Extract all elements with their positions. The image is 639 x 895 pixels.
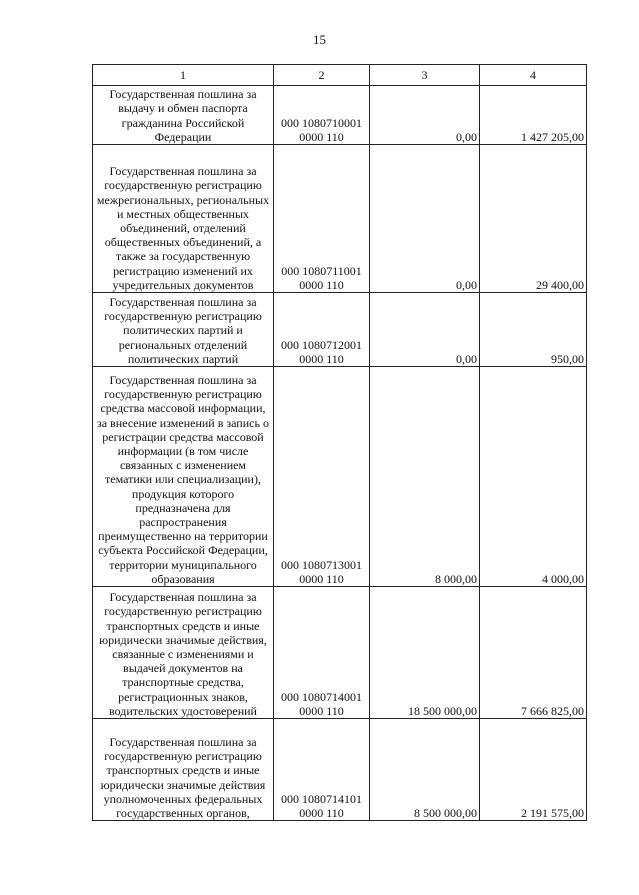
column-header-3: 3: [370, 65, 480, 86]
row-code-line2: 0000 110: [299, 703, 344, 718]
row-description: Государственная пошлина за государственную регистрацию межрегиональных, региональных и местных общественных объединений, отделений общественных объединений, а также за государственную регистрацию изменений их учредительных документов: [93, 145, 274, 293]
row-value-col3: 8 500 000,00: [370, 719, 480, 821]
row-code: [274, 719, 370, 821]
row-code-line1: 000 1080710001: [281, 115, 362, 130]
table-row: [93, 145, 587, 293]
row-code: [274, 367, 370, 587]
column-header-2: 2: [274, 65, 370, 86]
row-description: Государственная пошлина за государственную регистрацию средства массовой информации, за внесение изменений в запись о регистрации средства массовой информации (в том числе связанных с изменением тематики или специализации), продукция которого предназначена для распространения преимущественно на территории субъекта Российской Федерации, территории муниципального образования: [93, 367, 274, 587]
column-header-4: 4: [480, 65, 587, 86]
row-value-col4: 2 191 575,00: [480, 719, 587, 821]
page-number: 15: [313, 32, 326, 47]
row-code-line1: 000 1080713001: [281, 557, 362, 572]
row-code: [274, 293, 370, 367]
table-row: [93, 367, 587, 587]
row-value-col4: 4 000,00: [480, 367, 587, 587]
row-value-col3: 0,00: [370, 86, 480, 145]
row-code-line1: 000 1080712001: [281, 337, 362, 352]
table-row: [93, 86, 587, 145]
table-row: [93, 293, 587, 367]
row-value-col4: 7 666 825,00: [480, 587, 587, 719]
table-row: [93, 719, 587, 821]
row-value-col4: 29 400,00: [480, 145, 587, 293]
row-value-col4: 1 427 205,00: [480, 86, 587, 145]
row-value-col3: 0,00: [370, 145, 480, 293]
row-description: Государственная пошлина за государственную регистрацию транспортных средств и иные юридически значимые действия уполномоченных федеральных государственных органов,: [93, 719, 274, 821]
row-code-line2: 0000 110: [299, 351, 344, 366]
row-description: Государственная пошлина за государственную регистрацию транспортных средств и иные юридически значимые действия, связанные с изменениями и выдачей документов на транспортные средства, регистрационных знаков, водительских удостоверений: [93, 587, 274, 719]
row-code: [274, 587, 370, 719]
row-code-line2: 0000 110: [299, 571, 344, 586]
row-value-col4: 950,00: [480, 293, 587, 367]
row-code-line2: 0000 110: [299, 129, 344, 144]
row-value-col3: 8 000,00: [370, 367, 480, 587]
budget-table: [92, 64, 587, 821]
row-code: [274, 86, 370, 145]
row-value-col3: 18 500 000,00: [370, 587, 480, 719]
header-row: [93, 65, 587, 86]
row-description: Государственная пошлина за выдачу и обмен паспорта гражданина Российской Федерации: [93, 86, 274, 145]
row-description: Государственная пошлина за государственную регистрацию политических партий и региональных отделений политических партий: [93, 293, 274, 367]
row-code: [274, 145, 370, 293]
row-code-line1: 000 1080714101: [281, 791, 362, 806]
row-code-line1: 000 1080711001: [281, 263, 362, 278]
column-header-1: 1: [93, 65, 274, 86]
row-code-line1: 000 1080714001: [281, 689, 362, 704]
row-value-col3: 0,00: [370, 293, 480, 367]
table-row: [93, 587, 587, 719]
row-code-line2: 0000 110: [299, 277, 344, 292]
row-code-line2: 0000 110: [299, 806, 344, 821]
